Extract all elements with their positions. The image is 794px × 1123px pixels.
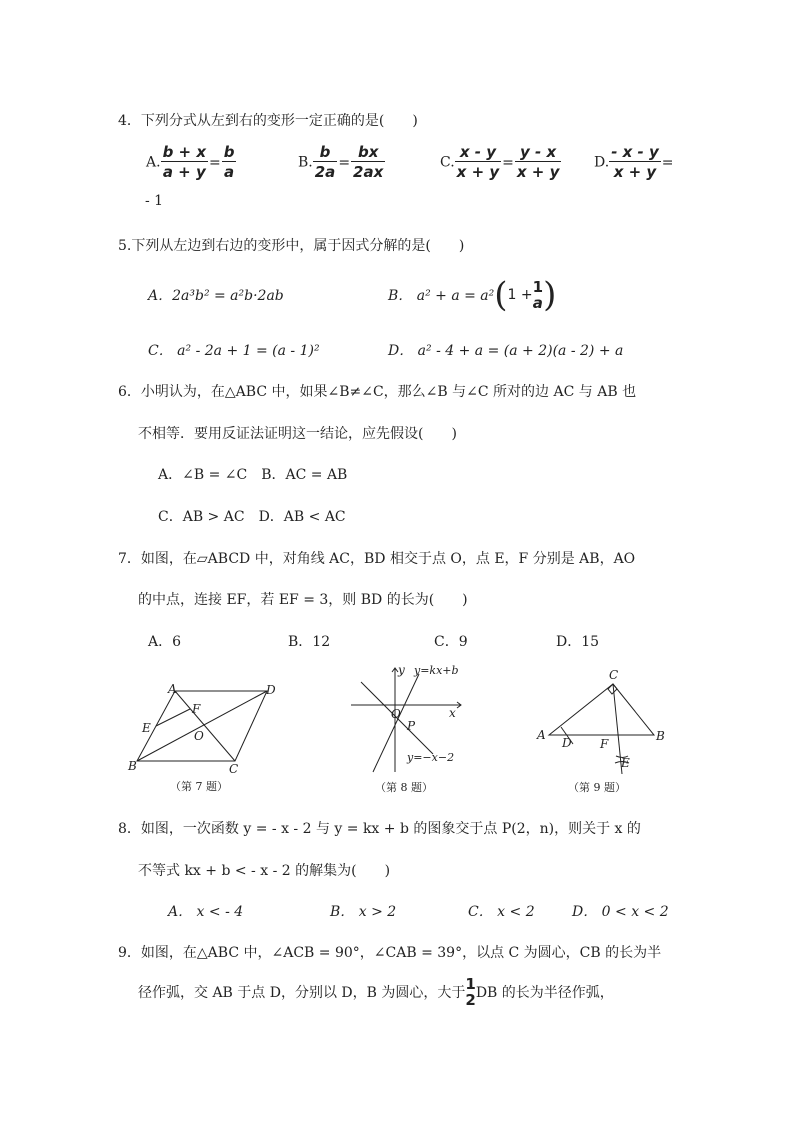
right-angle-mark [608, 684, 617, 694]
q4-option-b[interactable]: B. $\frac{b}{2a}$ = $\frac{bx}{2ax}$ [298, 143, 384, 181]
q5-option-d[interactable]: D． a² - 4 + a = (a + 2)(a - 2) + a [388, 343, 624, 359]
fraction: 1 a [532, 278, 544, 312]
q8-option-a[interactable]: A． x < - 4 [168, 904, 244, 920]
q9-line2 [138, 976, 614, 1008]
fraction: $\frac{x - y}{x + y}$ [456, 143, 500, 181]
q5-stem: 5.下列从左边到右边的变形中，属于因式分解的是( ) [118, 238, 465, 254]
q4-option-c[interactable]: C. $\frac{x - y}{x + y}$ = $\frac{y - x}{x + y}$ [440, 143, 560, 181]
label-f: F [600, 737, 609, 751]
triangle-abc [549, 684, 654, 735]
label-e: E [142, 721, 151, 735]
q7-line1: 7．如图，在▱ABCD 中，对角线 AC，BD 相交于点 O，点 E，F 分别是 AB，AO [118, 551, 636, 567]
q8-line1: 8．如图，一次函数 y = - x - 2 与 y = kx + b 的图象交于点 P(2，n)，则关于 x 的 [118, 821, 641, 837]
figure-8-caption: （第 8 题） [375, 781, 433, 794]
q7-option-a[interactable]: A．6 [148, 634, 182, 650]
figure-8 [345, 660, 475, 800]
label-o: O [194, 729, 204, 743]
fraction: $\frac{b}{2a}$ [314, 143, 336, 181]
label-c: C [229, 762, 239, 776]
option-label: A. [146, 154, 161, 171]
fraction: $\frac{y - x}{x + y}$ [516, 143, 560, 181]
q8-option-b[interactable]: B． x > 2 [330, 904, 397, 920]
label-x: x [449, 706, 456, 720]
q4-option-d[interactable]: D. $\frac{- x - y}{x + y}$ = [594, 143, 674, 181]
q7-option-c[interactable]: C．9 [434, 634, 468, 650]
fraction: $\frac{bx}{2ax}$ [353, 143, 384, 181]
label-b: B [656, 729, 665, 743]
q7-option-d[interactable]: D．15 [556, 634, 600, 650]
label-o: O [391, 707, 401, 721]
figure-7-caption: （第 7 题） [170, 780, 228, 793]
q9-line2-pre: 径作弧，交 AB 于点 D，分别以 D，B 为圆心，大于 [138, 985, 466, 1001]
label-e: E [621, 756, 630, 770]
q6-line1: 6．小明认为，在△ABC 中，如果∠B≠∠C，那么∠B 与∠C 所对的边 AC 与 AB 也 [118, 384, 637, 400]
label-c: C [609, 668, 619, 682]
right-paren: ) [543, 275, 557, 315]
q9-line2-post: DB 的长为半径作弧， [475, 985, 614, 1001]
q4-option-a[interactable]: A. $\frac{b + x}{a + y}$ = $\frac{b}{a}$ [146, 143, 235, 181]
label-d: D [562, 736, 572, 750]
label-p: P [407, 719, 416, 733]
figure-9 [530, 664, 680, 800]
q6-options-ab[interactable]: A．∠B = ∠C B．AC = AB [158, 467, 348, 483]
left-paren: ( [494, 275, 508, 315]
q7-line2: 的中点，连接 EF，若 EF = 3，则 BD 的长为( ) [138, 592, 468, 608]
label-line2: y=−x−2 [407, 751, 455, 764]
q6-options-cd[interactable]: C．AB > AC D．AB < AC [158, 509, 346, 525]
label-a: A [168, 682, 177, 696]
label-line1: y=kx+b [414, 664, 459, 677]
fraction: $\frac{b}{a}$ [223, 143, 235, 181]
option-label: C. [440, 154, 455, 171]
q5-option-b[interactable] [388, 275, 557, 315]
q8-line2: 不等式 kx + b < - x - 2 的解集为( ) [138, 863, 391, 879]
fraction-half: 1 2 [465, 975, 476, 1009]
label-b: B [128, 759, 137, 773]
figure-7 [120, 680, 290, 800]
figure-9-caption: （第 9 题） [568, 781, 626, 794]
label-d: D [266, 683, 276, 697]
q5-b-one: 1 + [507, 287, 533, 303]
label-a: A [537, 728, 546, 742]
q5-option-c[interactable]: C． a² - 2a + 1 = (a - 1)² [148, 343, 320, 359]
q9-line1: 9．如图，在△ABC 中，∠ACB = 90°，∠CAB = 39°，以点 C 为圆心，CB 的长为半 [118, 945, 662, 961]
label-y: y [398, 663, 405, 677]
diagonal-ac [175, 691, 235, 761]
q7-option-b[interactable]: B．12 [288, 634, 331, 650]
q6-line2: 不相等．要用反证法证明这一结论，应先假设( ) [138, 426, 457, 442]
q4-stem: 4．下列分式从左到右的变形一定正确的是( ) [118, 113, 418, 129]
q8-option-c[interactable]: C． x < 2 [468, 904, 535, 920]
label-f: F [192, 702, 201, 716]
q8-option-d[interactable]: D． 0 < x < 2 [572, 904, 669, 920]
option-label: B. [298, 154, 313, 171]
q4-option-d-wrap: - 1 [145, 193, 164, 209]
q5-option-a[interactable]: A．2a³b² = a²b·2ab [148, 288, 284, 304]
fraction: $\frac{- x - y}{x + y}$ [611, 143, 659, 181]
q5-option-b-text: B． a² + a = a² [388, 288, 495, 304]
option-label: D. [594, 154, 610, 171]
fraction: $\frac{b + x}{a + y}$ [162, 143, 206, 181]
